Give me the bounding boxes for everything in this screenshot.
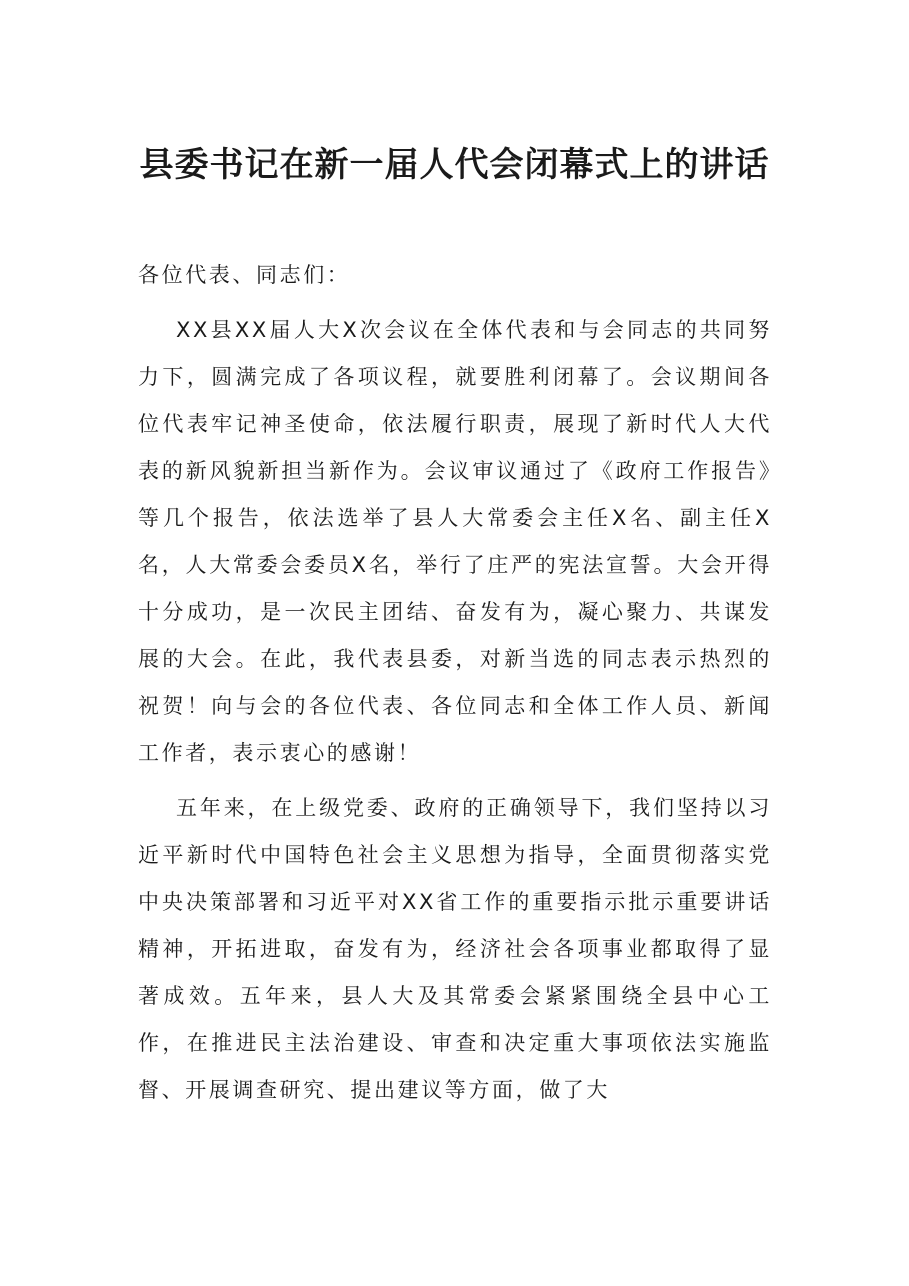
paragraph-1: XX县XX届人大X次会议在全体代表和与会同志的共同努力下，圆满完成了各项议程，就要胜利闭幕了。会议期间各位代表牢记神圣使命，依法履行职责，展现了新时代人大代表的新风貌新担当新作为。会议审议通过了《政府工作报告》等几个报告，依法选举了县人大常委会主任X名、副主任X名，人大常委会委员X名，举行了庄严的宪法宣誓。大会开得十分成功，是一次民主团结、奋发有为，凝心聚力、共谋发展的大会。在此，我代表县委，对新当选的同志表示热烈的祝贺！向与会的各位代表、各位同志和全体工作人员、新闻工作者，表示衷心的感谢！ — [138, 318, 772, 765]
paragraph-2: 五年来，在上级党委、政府的正确领导下，我们坚持以习近平新时代中国特色社会主义思想为指导，全面贯彻落实党中央决策部署和习近平对XX省工作的重要指示批示重要讲话精神，开拓进取，奋发有为，经济社会各项事业都取得了显著成效。五年来，县人大及其常委会紧紧围绕全县中心工作，在推进民主法治建设、审查和决定重大事项依法实施监督、开展调查研究、提出建议等方面，做了大 — [138, 796, 772, 1102]
document-body — [138, 252, 772, 1122]
salutation: 各位代表、同志们： — [138, 263, 351, 287]
document-title: 县委书记在新一届人代会闭幕式上的讲话 — [139, 145, 770, 185]
